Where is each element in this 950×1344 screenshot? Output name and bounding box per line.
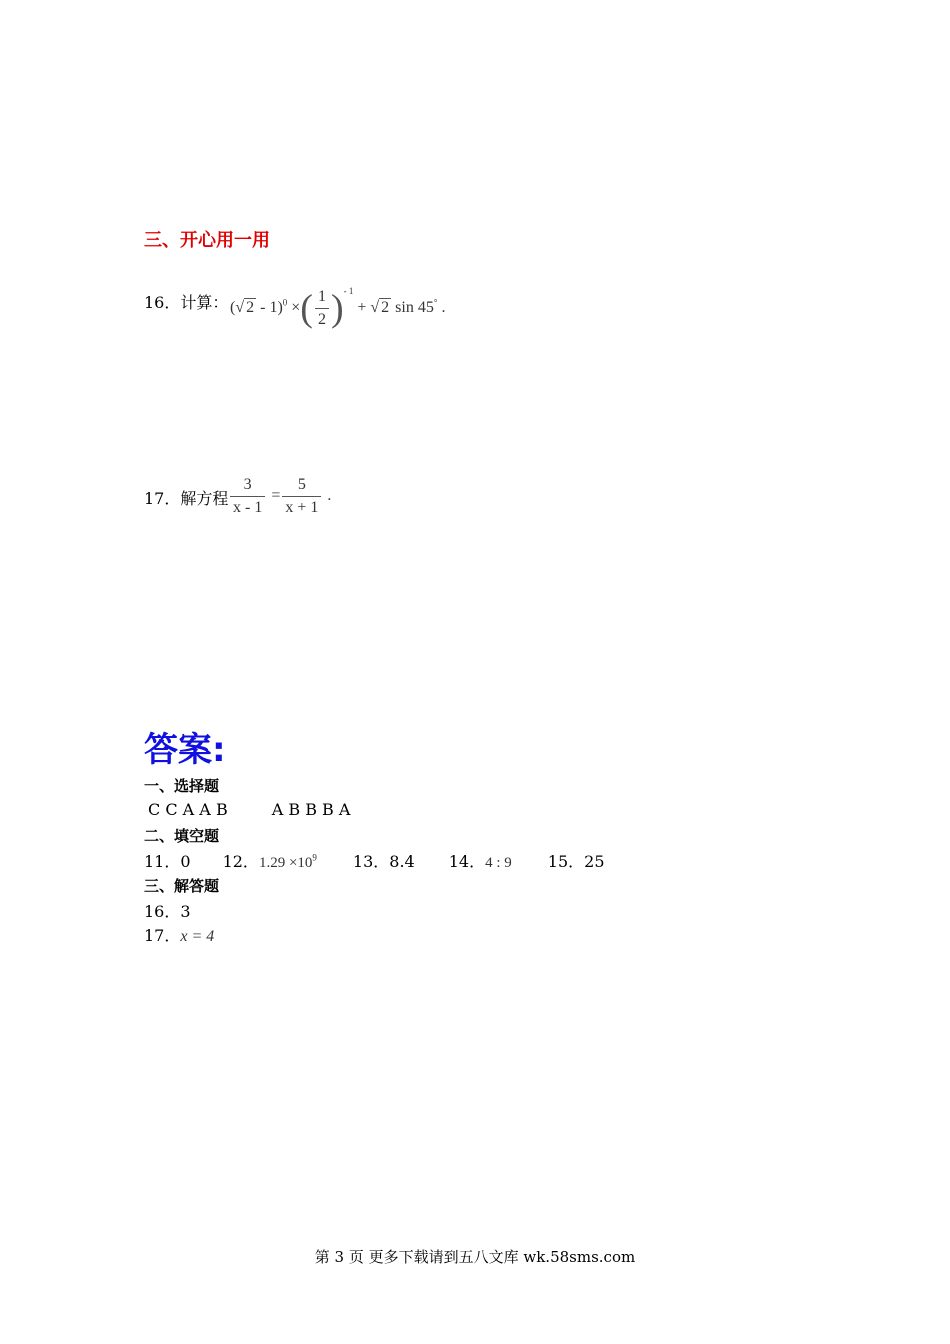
choice-answers (148, 800, 350, 819)
q17-equation (228, 476, 331, 517)
question-prompt: 解方程 (180, 489, 229, 508)
fill-answers (144, 849, 605, 872)
sin-term: sin 45 (391, 299, 434, 316)
fraction (315, 288, 329, 329)
fraction-numerator: 5 (282, 476, 321, 497)
question-prompt: 计算： (180, 293, 229, 312)
degree-sign: ° (433, 297, 438, 308)
question-number: 16． (144, 293, 181, 312)
answer-value: x = 4 (180, 928, 215, 945)
period: . (437, 299, 446, 316)
sqrt-arg: 2 (246, 299, 255, 316)
answer-label: 12． (222, 852, 259, 871)
answer-value: 25 (584, 852, 605, 871)
plus-sign: + (353, 299, 371, 316)
answer-value: 1.29 ×10 (258, 855, 313, 871)
answer-label: 14． (448, 852, 486, 871)
equals-sign: = (267, 487, 281, 505)
choice-group-1: C C A A B (148, 800, 228, 819)
exponent: - 1 (343, 286, 354, 296)
fraction-numerator: 1 (315, 288, 329, 309)
answer-label: 13． (352, 852, 390, 871)
period: . (323, 487, 332, 505)
q16-expression (230, 286, 445, 329)
answer-17 (144, 923, 214, 946)
sqrt-symbol: √ (235, 299, 245, 316)
answer-label: 17． (144, 926, 181, 945)
times-sign: × (287, 299, 301, 316)
fraction-denominator: x + 1 (285, 499, 319, 516)
question-number: 17． (144, 489, 181, 508)
answers-section-fill: 二、填空题 (144, 827, 220, 845)
sqrt-symbol: √ (370, 299, 380, 316)
answer-value: 8.4 (389, 852, 415, 871)
fraction-denominator: x - 1 (233, 499, 263, 516)
right-paren: ) (330, 287, 344, 330)
fraction-denominator: 2 (317, 310, 326, 328)
question-17 (144, 486, 228, 509)
answers-title: 答案: (144, 730, 226, 770)
sqrt-arg: 2 (381, 299, 390, 316)
math-term: - 1) (256, 299, 283, 316)
answers-section-solve: 三、解答题 (144, 877, 220, 895)
left-paren: ( (300, 287, 313, 330)
answer-16: 16．3 (144, 902, 191, 921)
rhs-fraction (282, 476, 321, 517)
exponent: 0 (282, 297, 288, 308)
lhs-fraction (230, 476, 265, 517)
answer-value: 0 (180, 852, 191, 871)
answer-label: 11． (144, 852, 181, 871)
math-paren: ( (230, 299, 236, 316)
question-16 (144, 290, 228, 313)
page-footer: 第 3 页 更多下载请到五八文库 wk.58sms.com (314, 1248, 636, 1266)
section-heading: 三、开心用一用 (144, 230, 270, 251)
fraction-numerator: 3 (230, 476, 265, 497)
exponent: 9 (312, 852, 317, 863)
choice-group-2: A B B B A (271, 800, 351, 819)
answer-label: 15． (547, 852, 585, 871)
answer-value: 4 : 9 (485, 855, 512, 871)
answers-section-choice: 一、选择题 (144, 777, 220, 795)
